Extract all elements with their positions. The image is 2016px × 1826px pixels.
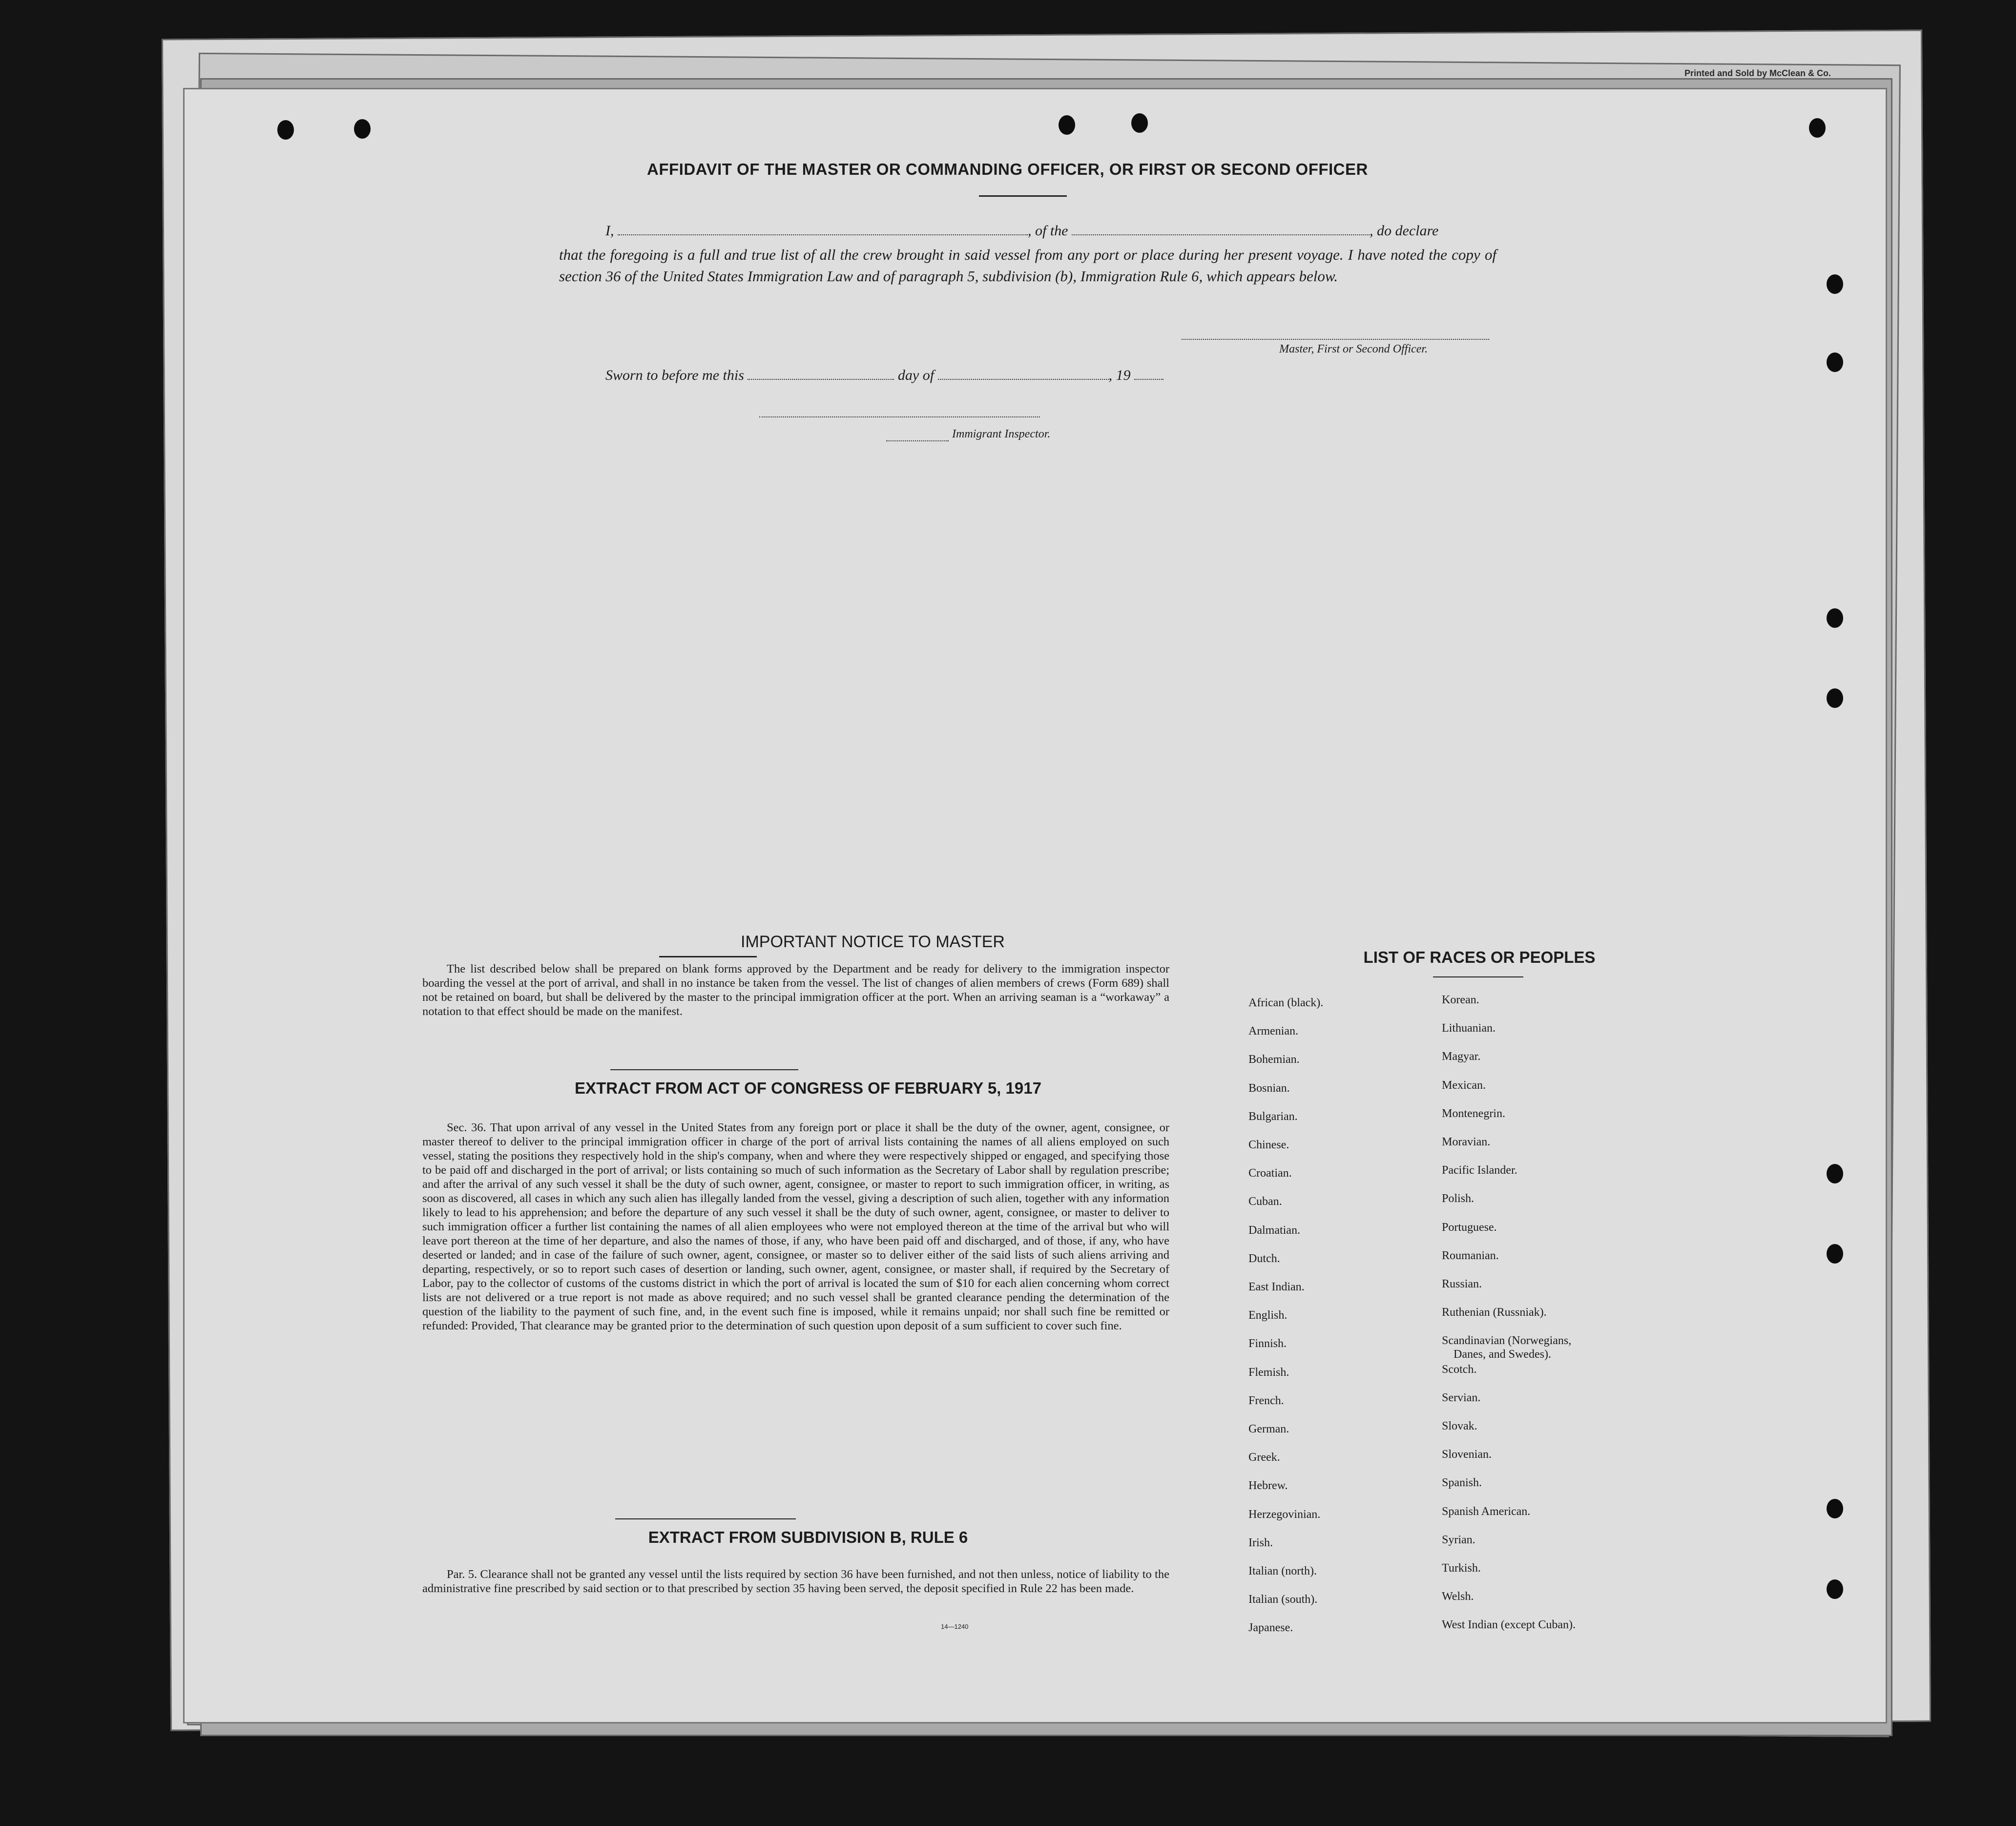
race-item: Russian.: [1442, 1278, 1482, 1290]
month-blank[interactable]: [938, 374, 1109, 380]
punch-hole: [1827, 1499, 1843, 1518]
affidavit-of-label: , of the: [1028, 223, 1068, 239]
race-item: Portuguese.: [1442, 1221, 1497, 1234]
day-of-label: day of: [897, 367, 935, 383]
race-item: French.: [1248, 1394, 1284, 1407]
race-item: Hebrew.: [1248, 1479, 1288, 1493]
punch-hole: [1827, 608, 1843, 628]
race-item: Chinese.: [1248, 1139, 1289, 1151]
races-title: LIST OF RACES OR PEOPLES: [1363, 948, 1596, 966]
sworn-line: [605, 367, 1164, 384]
race-item: Bosnian.: [1248, 1081, 1290, 1095]
race-item: Spanish American.: [1442, 1505, 1531, 1518]
punch-hole: [354, 119, 371, 139]
race-item: Finnish.: [1248, 1337, 1287, 1350]
affidavit-i-label: I,: [605, 223, 614, 239]
race-item: Bohemian.: [1248, 1053, 1300, 1066]
race-item: Turkish.: [1442, 1562, 1481, 1575]
race-item: Dalmatian.: [1248, 1224, 1300, 1237]
year-blank[interactable]: [1134, 374, 1164, 380]
races-underline: [1433, 976, 1523, 977]
race-item: East Indian.: [1248, 1281, 1305, 1293]
race-item: Roumanian.: [1442, 1249, 1499, 1262]
punch-hole: [1827, 688, 1843, 708]
rule-extract-title: EXTRACT FROM SUBDIVISION B, RULE 6: [648, 1528, 968, 1546]
act-extract-title: EXTRACT FROM ACT OF CONGRESS OF FEBRUARY 5, 1917: [575, 1079, 1041, 1097]
affidavit-title: AFFIDAVIT OF THE MASTER OR COMMANDING OFFICER, OR FIRST OR SECOND OFFICER: [647, 160, 1368, 178]
divider: [615, 1518, 796, 1519]
signature-blank[interactable]: [1182, 339, 1489, 340]
divider: [610, 1069, 798, 1070]
race-item: Ruthenian (Russniak).: [1442, 1306, 1547, 1319]
race-item: Slovak.: [1442, 1420, 1477, 1432]
race-item: Italian (south).: [1248, 1593, 1318, 1606]
punch-hole: [1827, 353, 1843, 372]
race-item: Irish.: [1248, 1536, 1273, 1549]
punch-hole: [1827, 274, 1843, 294]
affidavit-declare-label: , do declare: [1370, 223, 1439, 239]
signature-label: Master, First or Second Officer.: [1279, 343, 1428, 355]
race-item: African (black).: [1248, 996, 1324, 1009]
form-code: 14—1240: [941, 1623, 969, 1630]
punch-hole: [277, 120, 294, 140]
notice-title: IMPORTANT NOTICE TO MASTER: [741, 933, 1005, 951]
day-blank[interactable]: [748, 374, 894, 380]
year-label: , 19: [1108, 367, 1131, 383]
race-item: Dutch.: [1248, 1252, 1280, 1265]
race-item: Herzegovinian.: [1248, 1508, 1321, 1521]
title-underline: [979, 195, 1067, 197]
race-item: Mexican.: [1442, 1079, 1486, 1092]
race-item: Pacific Islander.: [1442, 1164, 1517, 1177]
race-item: Polish.: [1442, 1192, 1475, 1205]
race-item: Croatian.: [1248, 1167, 1292, 1180]
printer-credit: Printed and Sold by McClean & Co.: [1684, 68, 1831, 78]
punch-hole: [1059, 115, 1075, 135]
document-page: [183, 88, 1887, 1723]
race-item: Bulgarian.: [1248, 1110, 1298, 1123]
punch-hole: [1827, 1164, 1843, 1183]
inspector-label: Immigrant Inspector.: [952, 428, 1051, 440]
race-item: Spanish.: [1442, 1476, 1482, 1490]
race-item: German.: [1248, 1423, 1289, 1435]
inspector-dots: [886, 440, 949, 441]
race-item: Servian.: [1442, 1391, 1481, 1404]
act-extract-text: Sec. 36. That upon arrival of any vessel in the United States from any foreign port or place it shall be the duty of the owner, agent, consignee, or master thereof to deliver to the principal immigration officer in charge of the port of arrival lists containing the names of all aliens employed on such vessel, stating the positions they respectively hold in the ship's company, when and where they were respectively shipped or engaged, and specifying those to be paid off and discharged in the port of arrival; or lists containing so much of such information as the Secretary of Labor shall by regulation prescribe; and after the arrival of any such vessel it shall be the duty of such owner, agent, consignee, or master to report to such immigration officer, in writing, as soon as discovered, all cases in which any such alien has illegally landed from the vessel, giving a description of such alien, together with any information likely to lead to his apprehension; and before the departure of any such vessel it shall be the duty of such owner, agent, consignee, or master to deliver to such immigration officer a further list containing the names of all alien employees who were not employed thereon at the time of the arrival but who will leave port thereon at the time of her departure, and also the names of those, if any, who have been paid off and discharged, and of those, if any, who have deserted or landed; and in case of the failure of such owner, agent, consignee, or master so to deliver either of the said lists of such aliens arriving and departing, respectively, or so to report such cases of desertion or landing, such owner, agent, consignee, or master shall, if required by the Secretary of Labor, pay to the collector of customs of the customs district in which the port of arrival is located the sum of $10 for each alien concerning whom correct lists are not delivered or a true report is not made as above required; and no such vessel shall be granted clearance pending the determination of the question of the liability to the payment of such fine, and, in the event such fine is imposed, while it remains unpaid; nor shall such fine be remitted or refunded: Provided, That clearance may be granted prior to the determination of such question upon deposit of a sum sufficient to cover such fine.: [422, 1121, 1169, 1332]
race-item: Lithuanian.: [1442, 1022, 1496, 1035]
race-item: Syrian.: [1442, 1533, 1476, 1546]
notice-underline: [659, 956, 757, 957]
race-item: Scandinavian (Norwegians, Danes, and Swedes).: [1442, 1334, 1572, 1361]
race-item: Korean.: [1442, 994, 1479, 1006]
affidavit-declaration-line: [605, 223, 1438, 239]
vessel-blank[interactable]: [1072, 229, 1370, 235]
sworn-label: Sworn to before me this: [605, 367, 744, 383]
race-item: Greek.: [1248, 1451, 1280, 1464]
race-item: West Indian (except Cuban).: [1442, 1618, 1576, 1632]
rule-extract-text: Par. 5. Clearance shall not be granted any vessel until the lists required by section 36 have been furnished, and not then unless, notice of liability to the administrative fine prescribed by said section or to that prescribed by section 35 having been served, the deposit specified in Rule 22 has been made.: [422, 1568, 1169, 1595]
inspector-signature-blank[interactable]: [759, 416, 1040, 417]
race-item: English.: [1248, 1309, 1288, 1322]
race-item: Scotch.: [1442, 1363, 1477, 1376]
race-item: Magyar.: [1442, 1050, 1481, 1063]
race-item: Montenegrin.: [1442, 1107, 1505, 1120]
race-item: Welsh.: [1442, 1590, 1474, 1603]
race-item: Flemish.: [1248, 1366, 1289, 1379]
punch-hole: [1827, 1244, 1843, 1264]
race-item: Armenian.: [1248, 1025, 1298, 1038]
punch-hole: [1131, 113, 1148, 133]
race-item: Moravian.: [1442, 1136, 1491, 1148]
punch-hole: [1809, 118, 1826, 138]
race-item: Japanese.: [1248, 1621, 1293, 1635]
race-item: Italian (north).: [1248, 1565, 1317, 1577]
name-blank[interactable]: [618, 229, 1028, 235]
race-item: Cuban.: [1248, 1195, 1282, 1208]
race-item: Slovenian.: [1442, 1448, 1492, 1461]
notice-text: The list described below shall be prepared on blank forms approved by the Department and be ready for delivery to the immigration inspector boarding the vessel at the port of arrival, and shall in no instance be taken from the vessel. The list of changes of alien members of crews (Form 689) shall not be retained on board, but shall be delivered by the master to the principal immigration officer at the port. When an arriving seaman is a “workaway” a notation to that effect should be made on the manifest.: [422, 962, 1169, 1018]
punch-hole: [1827, 1579, 1843, 1599]
affidavit-paragraph: that the foregoing is a full and true list of all the crew brought in said vessel from any port or place during her present voyage. I have noted the copy of section 36 of the United States Immigration Law and of paragraph 5, subdivision (b), Immigration Rule 6, which appears below.: [559, 246, 1496, 285]
